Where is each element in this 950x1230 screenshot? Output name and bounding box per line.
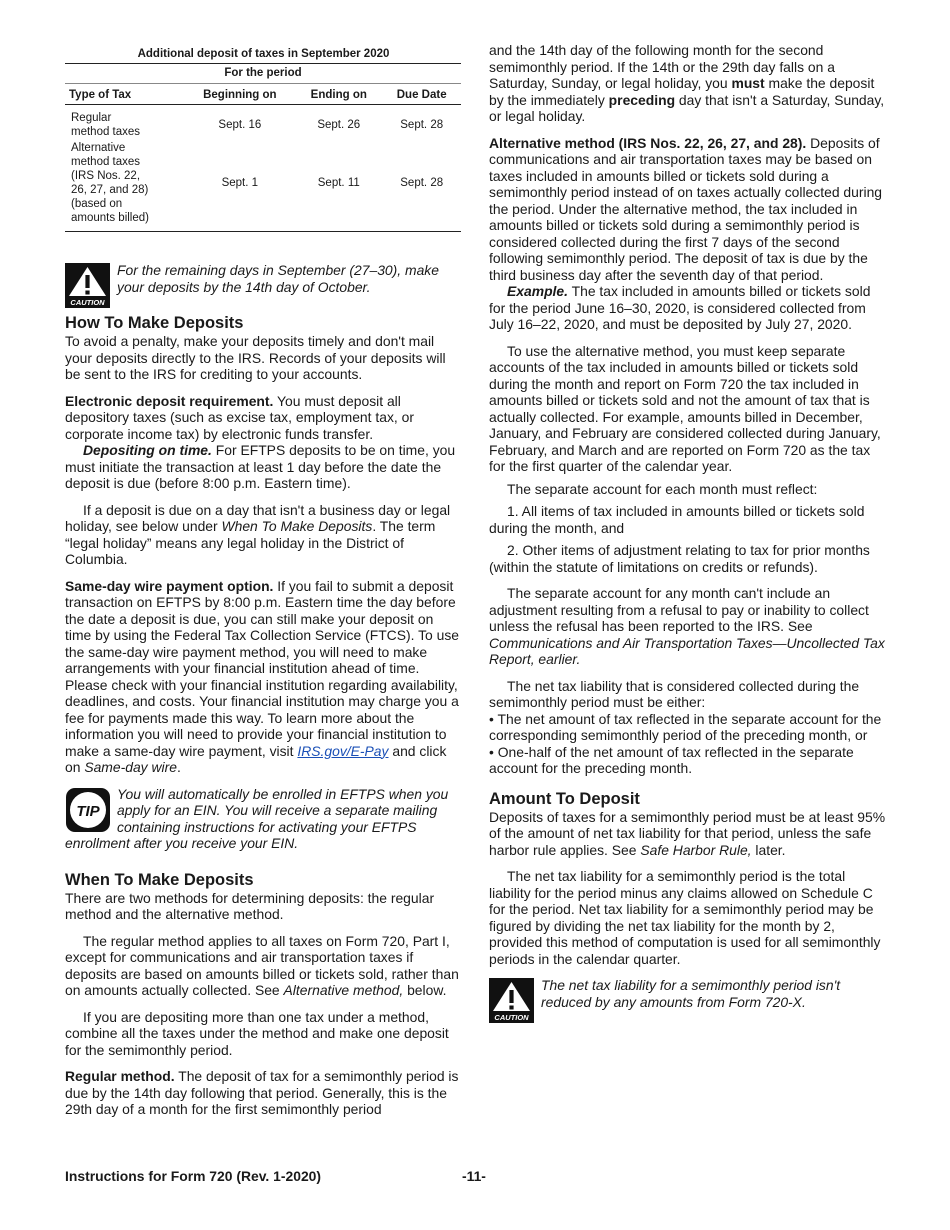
column-header: Beginning on	[185, 84, 296, 105]
sameday-paragraph: Same-day wire payment option. If you fail to submit a deposit transaction on EFTPS by 8:00 p.m. Eastern time the day before the date a deposit is due, you can still make your deposit on time by using the Federal Tax Collection Service (FTCS). To use the same-day wire payment method, you will need to make arrangements with your financial institution ahead of time. Please check with your financial institution regarding availability, deadlines, and costs. Your financial institution may charge you a fee for payments made this way. To learn more about the information you will need to provide your financial institution to make a same-day wire payment, visit IRS.gov/E-Pay and click on Same-day wire.	[65, 577, 459, 775]
table-row	[65, 105, 461, 141]
regular-method-paragraph: Regular method. The deposit of tax for a semimonthly period is due by the 14th day following that period. Generally, this is the 29th day of a month for the first semimonthly period	[65, 1068, 459, 1117]
net-total-paragraph: The net tax liability for a semimonthly period is the total liability for the period minus any claims allowed on Schedule C for the period. Net tax liability for a semimonthly period may be figured by dividing the net tax liability for the month by 2, provided this method of computation is used for all semimonthly periods in the calendar quarter.	[489, 868, 881, 967]
tip-text: You will automatically be enrolled in EFTPS when you apply for an EIN. You will receive a separate mailing containing instructions for activating your EFTPS enrollment after you receive your EIN.	[65, 785, 449, 851]
caution-callout	[65, 262, 462, 307]
regular-continued: and the 14th day of the following month for the second semimonthly period. If the 14th or the 29th day falls on a Saturday, Sunday, or legal holiday, you must make the deposit by the immediately preceding day that isn't a Saturday, Sunday, or legal holiday.	[489, 42, 885, 124]
caution-icon	[65, 263, 110, 308]
begin-cell: Sept. 1	[185, 140, 296, 232]
separate-accounts-paragraph: To use the alternative method, you must keep separate accounts of the tax included in amounts billed or tickets sold during the month and report on Form 720 the tax included in amounts billed or tickets sold and not the amount of tax that is actually collected. For example, amounts billed in December, January, and February are considered collected during January, February, and March and are reported on Form 720 as the tax for the first quarter of the calendar year.	[489, 342, 881, 474]
period-header: For the period	[65, 64, 461, 84]
caution-text: For the remaining days in September (27–30), make your deposits by the 14th day of October.	[117, 262, 439, 295]
ontime-runin: Depositing on time.	[83, 442, 212, 458]
bullet-item-2: • One-half of the net amount of tax reflected in the separate account for the preceding month.	[489, 743, 854, 776]
how-to-intro: To avoid a penalty, make your deposits timely and don't mail your deposits directly to the IRS. Records of your deposits will be sent to the IRS for crediting to your accounts.	[65, 333, 446, 382]
example-runin: Example.	[507, 283, 568, 299]
column-header: Type of Tax	[65, 84, 185, 105]
deposit-table	[65, 63, 461, 232]
left-column	[65, 0, 462, 1118]
due-cell: Sept. 28	[400, 119, 444, 131]
alternative-paragraph: Alternative method (IRS Nos. 22, 26, 27, and 28). Deposits of communications and air transportation taxes may be based on taxes included in amounts billed or tickets sold during a semimonthly period instead of on taxes actually collected during the period. Under the alternative method, the tax included in amounts billed or tickets sold during a semimonthly period is considered collected during the first 7 days of the second following semimonthly period. The deposit of tax is due by the third business day after the seventh day of that period.	[489, 134, 883, 283]
net-liability-intro: The net tax liability that is considered collected during the semimonthly period must be either:	[489, 677, 860, 710]
caution-label: CAUTION	[494, 1013, 529, 1022]
bullet-item-1: • The net amount of tax reflected in the separate account for the corresponding semimonthly period of the preceding month, or	[489, 710, 882, 743]
end-cell: Sept. 26	[317, 119, 361, 131]
electronic-runin: Electronic deposit requirement.	[65, 392, 274, 409]
caution-text: The net tax liability for a semimonthly period isn't reduced by any amounts from Form 720-X.	[541, 977, 841, 1010]
more-than-one-paragraph: If you are depositing more than one tax under a method, combine all the taxes under the method and make one deposit for the semimonthly period.	[65, 1008, 449, 1058]
regular-runin: Regular method.	[65, 1068, 175, 1084]
cant-include-paragraph: The separate account for any month can't include an adjustment resulting from a refusal to pay or inability to collect unless the refusal has been reported to the IRS. See Communications and Air Transportation Taxes—Uncollected Tax Report, earlier.	[489, 585, 885, 667]
ontime-paragraph: Depositing on time. For EFTPS deposits to be on time, you must initiate the transaction at least 1 day before the date the deposit is due (before 8:00 p.m. Eastern time).	[65, 442, 456, 491]
table-row	[65, 140, 461, 232]
tax-type-cell: Alternative method taxes (IRS Nos. 22, 26, 27, and 28) (based on amounts billed)	[65, 140, 185, 232]
table-title: Additional deposit of taxes in September 2020	[137, 48, 390, 60]
column-header: Due Date	[382, 84, 461, 105]
regular-applies-paragraph: The regular method applies to all taxes on Form 720, Part I, except for communications and air transportation taxes if deposits are based on amounts billed or tickets sold, rather than on amounts actually collected. See Alternative method, below.	[65, 932, 459, 998]
how-to-heading: How To Make Deposits	[65, 314, 244, 332]
tax-type-cell: Regular method taxes	[71, 112, 141, 138]
when-to-heading: When To Make Deposits	[65, 870, 254, 889]
tip-label: TIP	[76, 802, 100, 820]
holiday-paragraph: If a deposit is due on a day that isn't a business day or legal holiday, see below under When To Make Deposits. The term “legal holiday” means any legal holiday in the District of Columbia.	[65, 501, 451, 567]
tip-icon	[65, 787, 111, 835]
page-number: -11-	[462, 1168, 486, 1184]
end-cell: Sept. 11	[295, 140, 382, 232]
column-header: Ending on	[295, 84, 382, 105]
tip-callout	[65, 786, 462, 852]
example-paragraph: Example. The tax included in amounts billed or tickets sold for the period June 16–30, 2020, is considered collected from July 16–22, 2020, and must be deposited by July 27, 2020.	[489, 283, 871, 332]
list-item-1: 1. All items of tax included in amounts billed or tickets sold during the month, and	[489, 503, 865, 536]
list-item-2: 2. Other items of adjustment relating to tax for prior months (within the statute of limitations on credits or refunds).	[489, 542, 870, 575]
when-to-intro: There are two methods for determining deposits: the regular method and the alternative method.	[65, 889, 435, 922]
caution-label: CAUTION	[70, 298, 105, 307]
must-reflect-paragraph: The separate account for each month must reflect:	[507, 480, 818, 497]
epay-link[interactable]: IRS.gov/E-Pay	[297, 742, 389, 759]
caution-icon	[489, 978, 534, 1023]
caution-callout-2	[489, 977, 886, 1022]
sameday-runin: Same-day wire payment option.	[65, 577, 274, 594]
amount-heading: Amount To Deposit	[489, 789, 640, 808]
right-column	[489, 42, 886, 1022]
footer-title: Instructions for Form 720 (Rev. 1-2020)	[65, 1168, 322, 1184]
begin-cell: Sept. 16	[218, 119, 262, 131]
due-cell: Sept. 28	[382, 140, 461, 232]
electronic-paragraph: Electronic deposit requirement. You must deposit all depository taxes (such as excise tax, employment tax, or corporate income tax) by electronic funds transfer.	[65, 392, 414, 442]
amount-paragraph: Deposits of taxes for a semimonthly period must be at least 95% of the amount of net tax liability for that period, unless the safe harbor rule applies. See Safe Harbor Rule, later.	[489, 808, 886, 858]
alternative-runin: Alternative method (IRS Nos. 22, 26, 27, and 28).	[489, 134, 807, 151]
